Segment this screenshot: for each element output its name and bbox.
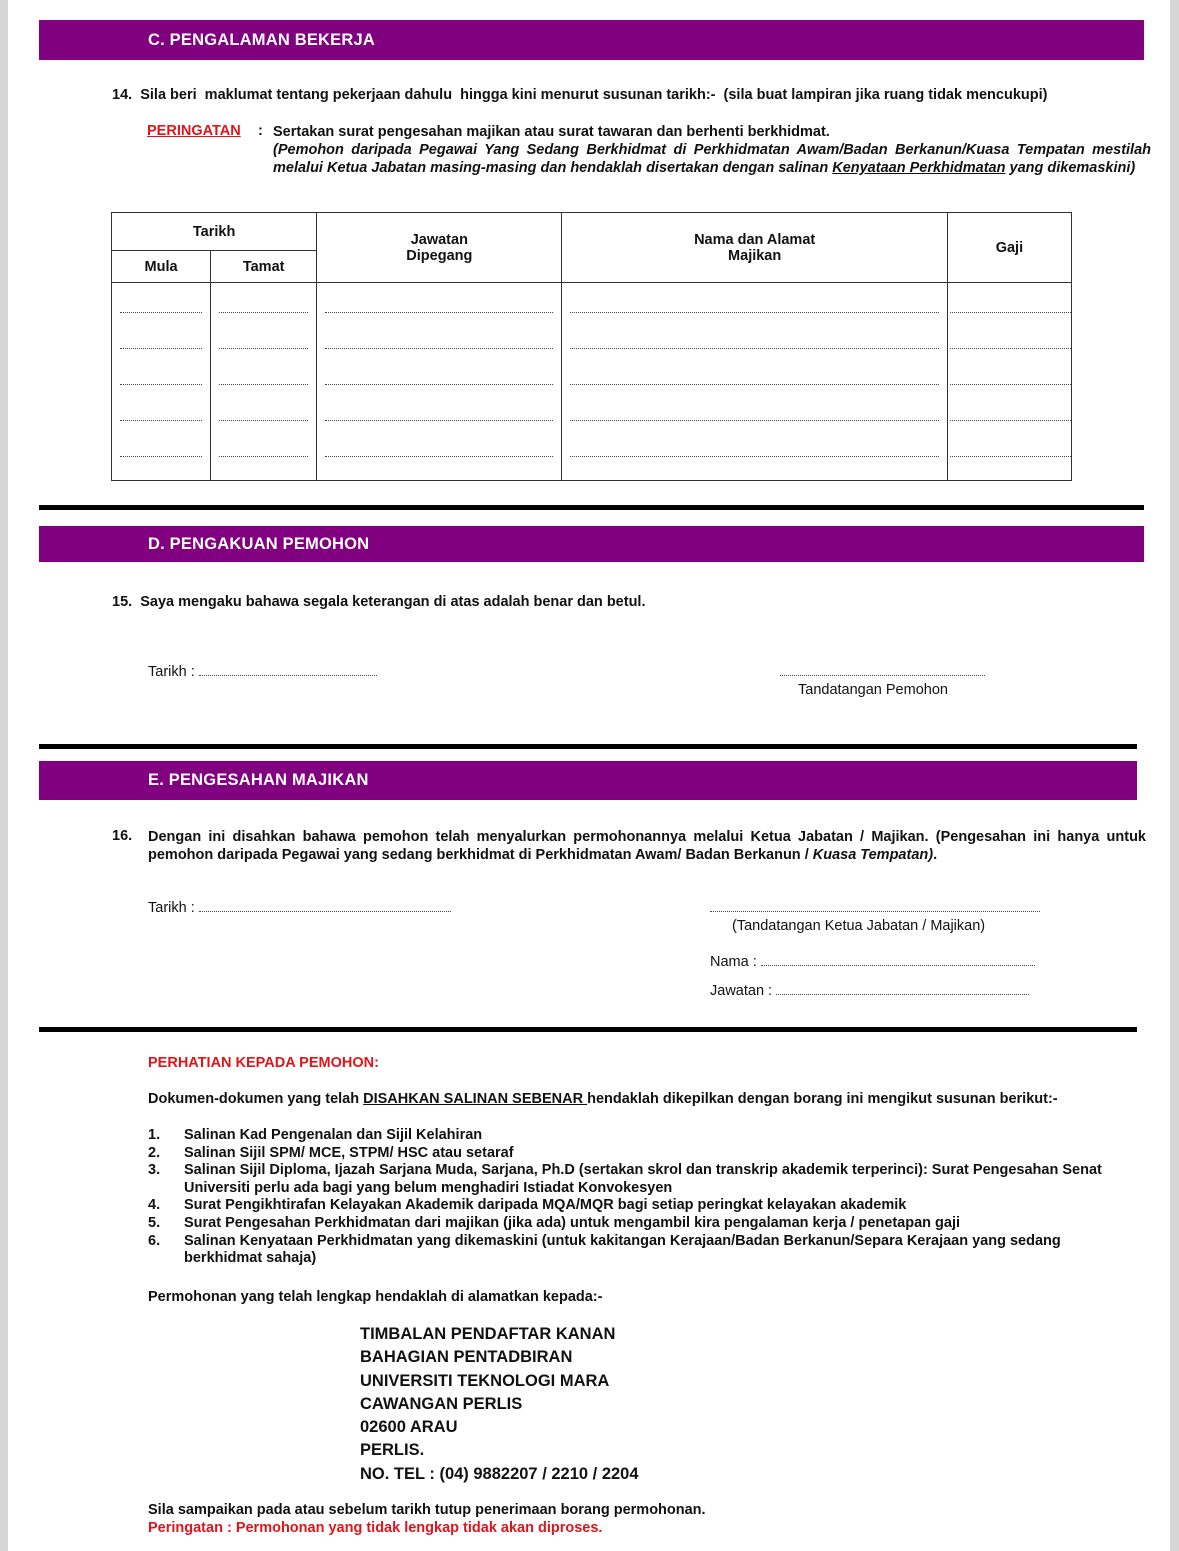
jawatan-field-2[interactable] xyxy=(325,319,553,355)
address-line: UNIVERSITI TEKNOLOGI MARA xyxy=(360,1371,610,1390)
mula-field-4[interactable] xyxy=(120,391,202,427)
question-15: 15. Saya mengaku bahawa segala keterangan di atas adalah benar dan betul. xyxy=(112,594,646,610)
employer-position-label: Jawatan : xyxy=(710,983,773,999)
gaji-field-1[interactable] xyxy=(950,283,1071,319)
jawatan-column xyxy=(317,283,562,481)
header-gaji: Gaji xyxy=(947,213,1071,283)
document-item-text: Surat Pengikhtirafan Kelayakan Akademik daripada MQA/MQR bagi setiap peringkat kelayakan akademik xyxy=(184,1197,907,1214)
submission-deadline-note: Sila sampaikan pada atau sebelum tarikh tutup penerimaan borang permohonan. xyxy=(148,1502,706,1518)
majikan-field-1[interactable] xyxy=(570,283,938,319)
question-16-italic: Kuasa Tempatan) xyxy=(812,847,934,863)
header-majikan-line1: Nama dan Alamat xyxy=(694,231,816,248)
applicant-date-row xyxy=(148,664,377,680)
employer-date-label: Tarikh : xyxy=(148,900,195,916)
jawatan-field-5[interactable] xyxy=(325,427,553,463)
document-item-text: Surat Pengesahan Perkhidmatan dari majikan (jika ada) untuk mengambil kira pengalaman kerja / penetapan gaji xyxy=(184,1214,960,1231)
form-page xyxy=(8,0,1170,1551)
question-16-number: 16. xyxy=(112,828,133,844)
tamat-field-2[interactable] xyxy=(219,319,308,355)
document-item-number: 4. xyxy=(148,1197,161,1214)
mula-column xyxy=(112,283,211,481)
document-item-text: Salinan Sijil Diploma, Ijazah Sarjana Muda, Sarjana, Ph.D (sertakan skrol dan transkrip akademik terperinci): Surat Pengesahan Senat Universiti perlu ada bagi yang belum menghadiri Istiadat Konvokesyen xyxy=(184,1162,1102,1196)
work-experience-table xyxy=(111,212,1072,481)
notice-intro-underlined: DISAHKAN SALINAN SEBENAR xyxy=(363,1091,588,1107)
employer-date-field[interactable] xyxy=(199,902,451,912)
notice-intro-after: hendaklah dikepilkan dengan borang ini mengikut susunan berikut:- xyxy=(587,1091,1058,1107)
address-line: TIMBALAN PENDAFTAR KANAN xyxy=(360,1325,616,1343)
header-tarikh: Tarikh xyxy=(112,213,317,251)
mula-field-3[interactable] xyxy=(120,355,202,391)
section-e-title: E. PENGESAHAN MAJIKAN xyxy=(148,771,369,789)
document-item-number: 5. xyxy=(148,1214,161,1231)
jawatan-field-3[interactable] xyxy=(325,355,553,391)
tamat-field-3[interactable] xyxy=(219,355,308,391)
section-divider xyxy=(39,1027,1137,1032)
warning-italic-part2: yang dikemaskini) xyxy=(1005,160,1136,176)
address-intro: Permohonan yang telah lengkap hendaklah di alamatkan kepada:- xyxy=(148,1289,603,1305)
mailing-address xyxy=(360,1323,639,1486)
document-item xyxy=(148,1233,1138,1268)
question-16 xyxy=(148,828,1146,864)
warning-italic-underlined: Kenyataan Perkhidmatan xyxy=(832,160,1006,176)
tamat-field-4[interactable] xyxy=(219,391,308,427)
section-divider xyxy=(39,505,1144,510)
question-14: 14. Sila beri maklumat tentang pekerjaan dahulu hingga kini menurut susunan tarikh:- (sila buat lampiran jika ruang tidak mencukupi) xyxy=(112,87,1048,103)
mula-field-5[interactable] xyxy=(120,427,202,463)
employer-position-field[interactable] xyxy=(776,985,1029,995)
gaji-field-3[interactable] xyxy=(950,355,1071,391)
notice-intro xyxy=(148,1091,1058,1107)
section-c-header xyxy=(39,20,1144,60)
employer-date-row xyxy=(148,900,451,916)
warning-italic-note xyxy=(273,141,1151,177)
majikan-column xyxy=(562,283,947,481)
gaji-field-4[interactable] xyxy=(950,391,1071,427)
tamat-column xyxy=(211,283,317,481)
warning-text xyxy=(273,123,1151,177)
section-d-title: D. PENGAKUAN PEMOHON xyxy=(148,534,370,553)
document-item xyxy=(148,1127,1138,1145)
applicant-date-field[interactable] xyxy=(199,666,377,676)
document-item-text: Salinan Kad Pengenalan dan Sijil Kelahiran xyxy=(184,1127,483,1143)
employer-signature-label: (Tandatangan Ketua Jabatan / Majikan) xyxy=(732,918,986,934)
mula-field-2[interactable] xyxy=(120,319,202,355)
address-line: BAHAGIAN PENTADBIRAN xyxy=(360,1348,573,1367)
warning-label-row xyxy=(147,123,241,139)
applicant-date-label: Tarikh : xyxy=(148,664,195,680)
jawatan-field-4[interactable] xyxy=(325,391,553,427)
document-item-number: 6. xyxy=(148,1232,161,1249)
warning-label: PERINGATAN xyxy=(147,123,241,139)
header-jawatan-line2: Dipegang xyxy=(406,247,473,264)
tamat-field-1[interactable] xyxy=(219,283,308,319)
applicant-signature-field[interactable] xyxy=(780,662,985,676)
incomplete-application-warning: Peringatan : Permohonan yang tidak lengkap tidak akan diproses. xyxy=(148,1520,603,1536)
header-majikan xyxy=(562,213,947,283)
document-item-text: Salinan Kenyataan Perkhidmatan yang dikemaskini (untuk kakitangan Kerajaan/Badan Berkanun/Separa Kerajaan yang sedang berkhidmat sahaja) xyxy=(184,1232,1061,1267)
document-list xyxy=(148,1127,1138,1268)
section-divider xyxy=(39,744,1137,749)
employer-position-row xyxy=(710,983,1029,999)
gaji-column xyxy=(947,283,1071,481)
header-tamat: Tamat xyxy=(211,251,317,283)
header-jawatan-line1: Jawatan xyxy=(410,231,468,248)
notice-title: PERHATIAN KEPADA PEMOHON: xyxy=(148,1055,379,1071)
employer-name-field[interactable] xyxy=(761,956,1035,966)
gaji-field-2[interactable] xyxy=(950,319,1071,355)
header-jawatan xyxy=(317,213,562,283)
employer-name-label: Nama : xyxy=(710,954,757,970)
warning-italic-part1: (Pemohon daripada Pegawai Yang Sedang Berkhidmat di Perkhidmatan Awam/Badan Berkanun/Kuasa Tempatan mestilah melalui Ketua Jabatan masing-masing dan hendaklah disertakan dengan salinan xyxy=(273,142,1151,176)
employer-signature-field[interactable] xyxy=(710,898,1040,912)
mula-field-1[interactable] xyxy=(120,283,202,319)
address-line: PERLIS. xyxy=(360,1441,425,1460)
section-e-header xyxy=(39,761,1137,800)
question-16-end: . xyxy=(933,847,938,863)
notice-intro-before: Dokumen-dokumen yang telah xyxy=(148,1091,364,1107)
applicant-signature-label: Tandatangan Pemohon xyxy=(798,682,948,698)
document-item-number: 1. xyxy=(148,1127,161,1143)
document-item xyxy=(148,1162,1138,1197)
majikan-field-3[interactable] xyxy=(570,355,938,391)
document-item xyxy=(148,1145,1138,1163)
majikan-field-4[interactable] xyxy=(570,391,938,427)
jawatan-field-1[interactable] xyxy=(325,283,553,319)
gaji-field-5[interactable] xyxy=(950,427,1071,463)
section-d-header xyxy=(39,526,1144,562)
question-16-text: Dengan ini disahkan bahawa pemohon telah menyalurkan permohonannya melalui Ketua Jabatan / Majikan. (Pengesahan ini hanya untuk pemohon daripada Pegawai yang sedang berkhidmat di Perkhidmatan Awam/ Badan Berkanun / xyxy=(148,829,1146,863)
phone-number: NO. TEL : (04) 9882207 / 2210 / 2204 xyxy=(360,1464,639,1483)
address-line: 02600 ARAU xyxy=(360,1418,458,1437)
document-item-number: 2. xyxy=(148,1144,161,1161)
warning-line1: Sertakan surat pengesahan majikan atau surat tawaran dan berhenti berkhidmat. xyxy=(273,124,830,140)
header-mula: Mula xyxy=(112,251,211,283)
majikan-field-5[interactable] xyxy=(570,427,938,463)
tamat-field-5[interactable] xyxy=(219,427,308,463)
address-line: CAWANGAN PERLIS xyxy=(360,1394,523,1413)
header-majikan-line2: Majikan xyxy=(728,247,782,264)
document-item xyxy=(148,1197,1138,1215)
document-item-number: 3. xyxy=(148,1162,161,1179)
document-item-text: Salinan Sijil SPM/ MCE, STPM/ HSC atau setaraf xyxy=(184,1144,514,1161)
document-item xyxy=(148,1215,1138,1233)
employer-name-row xyxy=(710,954,1035,970)
majikan-field-2[interactable] xyxy=(570,319,938,355)
section-c-title: C. PENGALAMAN BEKERJA xyxy=(148,30,375,49)
warning-colon: : xyxy=(258,123,263,139)
